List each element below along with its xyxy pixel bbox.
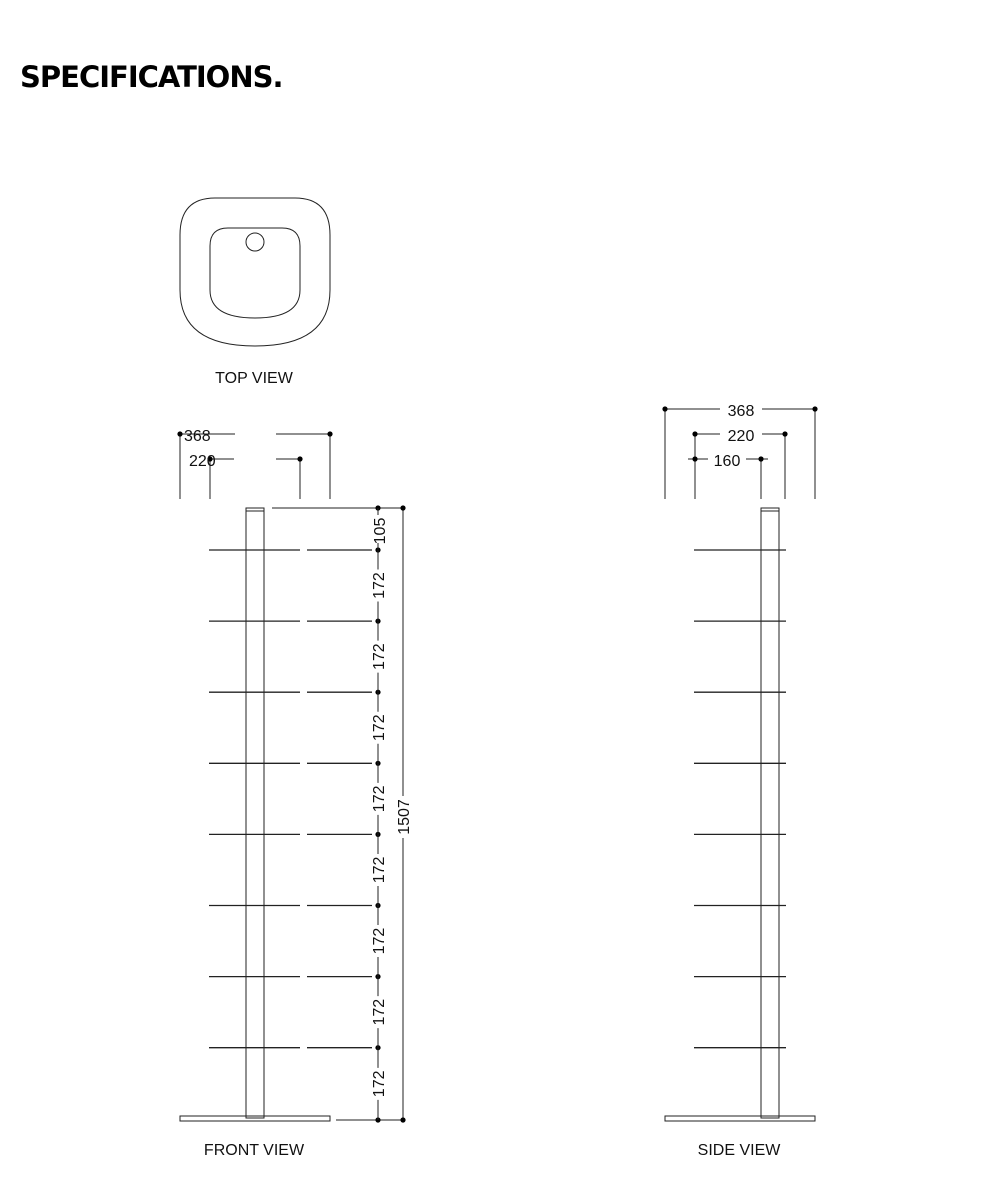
side-view-post bbox=[761, 508, 779, 1118]
page-title: SPECIFICATIONS. bbox=[20, 60, 283, 94]
front-view-post bbox=[246, 508, 264, 1118]
front-spacing-label: 172 bbox=[371, 856, 388, 884]
front-dim-220-label: 220 bbox=[189, 453, 216, 470]
front-view-shelves bbox=[209, 550, 372, 1048]
top-view-shelf-outline bbox=[210, 228, 300, 318]
side-dim-160-label: 160 bbox=[713, 453, 741, 470]
dimension-dot bbox=[400, 505, 405, 510]
top-view-drawing bbox=[180, 198, 330, 346]
front-spacing-label: 172 bbox=[371, 572, 388, 599]
side-view-shelves bbox=[694, 550, 786, 1048]
dimension-dot bbox=[400, 1117, 405, 1122]
top-view-label: TOP VIEW bbox=[215, 370, 293, 387]
dimension-dot bbox=[758, 456, 763, 461]
dimension-dot bbox=[692, 431, 697, 436]
front-spacing-label: 172 bbox=[371, 927, 388, 955]
dimension-dot bbox=[692, 456, 697, 461]
dimension-dot bbox=[812, 406, 817, 411]
front-dim-1507-label: 1507 bbox=[396, 799, 413, 835]
dimension-dot bbox=[327, 431, 332, 436]
side-view-base bbox=[665, 1116, 815, 1121]
dimension-dot bbox=[782, 431, 787, 436]
front-dim-105-label: 105 bbox=[372, 517, 389, 545]
dimension-dot bbox=[662, 406, 667, 411]
dimension-dot bbox=[177, 431, 182, 436]
front-spacing-label: 172 bbox=[371, 998, 388, 1026]
side-view-label: SIDE VIEW bbox=[697, 1142, 781, 1159]
front-view-label: FRONT VIEW bbox=[203, 1142, 305, 1159]
top-view-post-circle bbox=[246, 233, 264, 251]
side-dim-220-label: 220 bbox=[727, 428, 755, 445]
top-view-base-outline bbox=[180, 198, 330, 346]
dimension-dot bbox=[297, 456, 302, 461]
side-view-drawing bbox=[662, 406, 817, 1121]
front-dim-368-label: 368 bbox=[184, 428, 211, 445]
front-spacing-label: 172 bbox=[371, 785, 388, 813]
front-spacing-label: 172 bbox=[371, 1070, 388, 1098]
side-dim-368-label: 368 bbox=[727, 403, 755, 420]
front-spacing-label: 172 bbox=[371, 714, 388, 742]
front-spacing-label: 172 bbox=[371, 643, 388, 671]
